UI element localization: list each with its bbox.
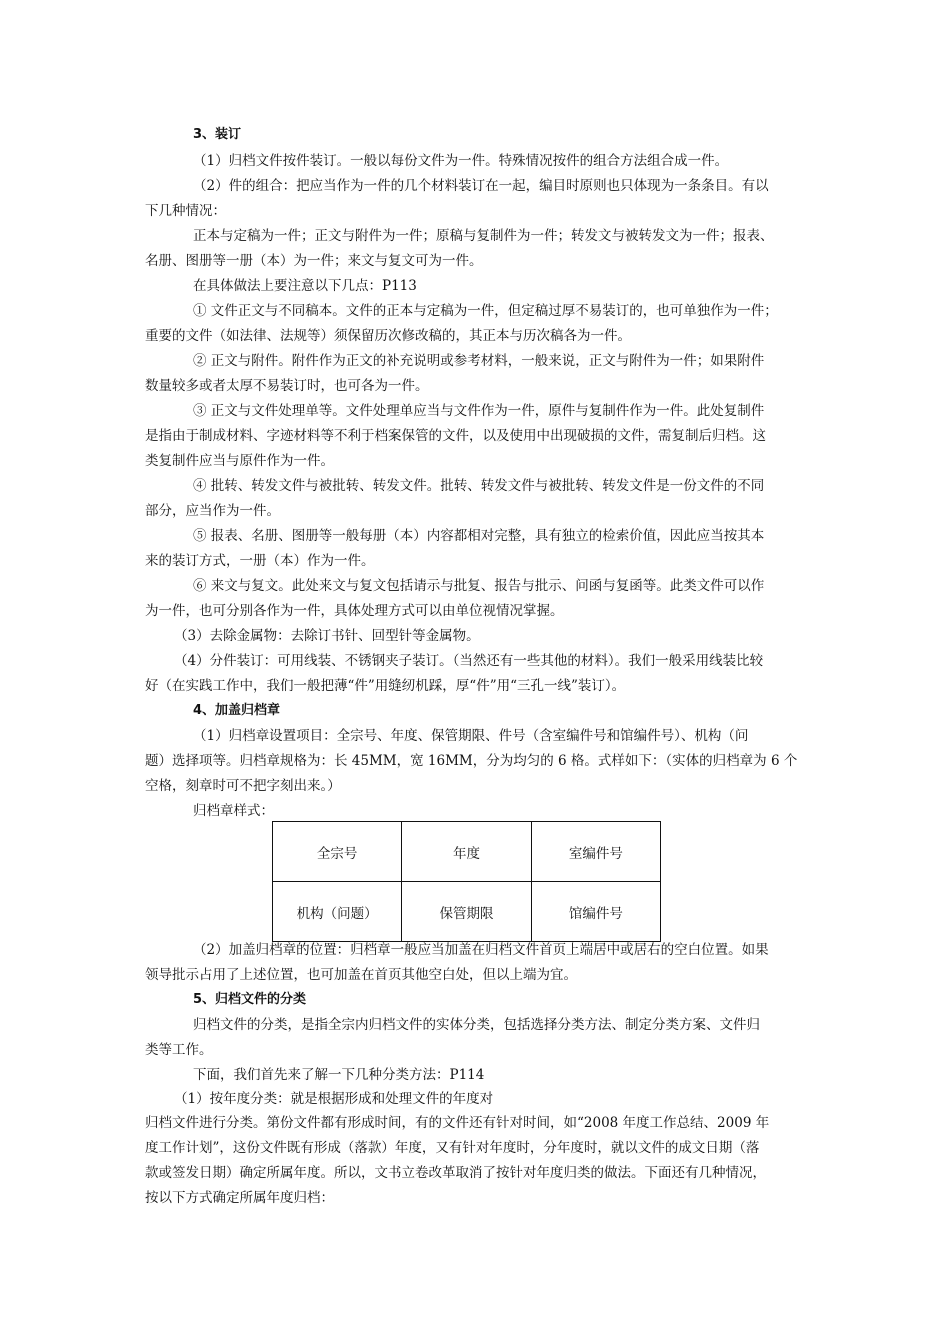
- heading-binding: 3、装订: [193, 127, 242, 142]
- list-item: 来的装订方式，一册（本）作为一件。: [145, 553, 375, 569]
- list-item: 数量较多或者太厚不易装订时，也可各为一件。: [145, 378, 429, 394]
- paragraph: 归档文件的分类，是指全宗内归档文件的实体分类，包括选择分类方法、制定分类方案、文件归: [193, 1017, 760, 1033]
- archive-stamp-table: [272, 821, 661, 942]
- table-row: [273, 822, 661, 882]
- paragraph: 空格，刻章时可不把字刻出来。）: [145, 778, 341, 794]
- list-item: ② 正文与附件。附件作为正文的补充说明或参考材料，一般来说，正文与附件为一件；如果附件: [193, 353, 765, 369]
- heading-archive-stamp: 4、加盖归档章: [193, 703, 281, 718]
- paragraph: 题）选择项等。归档章规格为：长 45MM，宽 16MM，分为均匀的 6 格。式样如下：（实体的归档章为 6 个: [145, 753, 798, 769]
- paragraph: （4）分件装订：可用线装、不锈钢夹子装订。（当然还有一些其他的材料）。我们一般采用线装比较: [174, 653, 764, 669]
- paragraph: （2）加盖归档章的位置：归档章一般应当加盖在归档文件首页上端居中或居右的空白位置。如果: [193, 942, 769, 958]
- paragraph: （1）归档文件按件装订。一般以每份文件为一件。特殊情况按件的组合方法组合成一件。: [193, 153, 729, 169]
- list-item: ⑤ 报表、名册、图册等一般每册（本）内容都相对完整，具有独立的检索价值，因此应当按其本: [193, 528, 765, 544]
- list-item: 重要的文件（如法律、法规等）须保留历次修改稿的，其正本与历次稿各为一件。: [145, 328, 631, 344]
- paragraph: （1）按年度分类：就是根据形成和处理文件的年度对: [174, 1091, 494, 1107]
- table-cell: 全宗号: [273, 822, 402, 882]
- paragraph: 按以下方式确定所属年度归档：: [145, 1190, 334, 1206]
- paragraph: （1）归档章设置项目：全宗号、年度、保管期限、件号（含室编件号和馆编件号）、机构（问: [193, 728, 749, 744]
- paragraph: 下几种情况：: [145, 203, 226, 219]
- list-item: 类复制件应当与原件作为一件。: [145, 453, 334, 469]
- list-item: ① 文件正文与不同稿本。文件的正本与定稿为一件，但定稿过厚不易装订的，也可单独作为一件；: [193, 303, 778, 319]
- table-cell: 室编件号: [531, 822, 660, 882]
- table-cell: 年度: [402, 822, 531, 882]
- list-item: ③ 正文与文件处理单等。文件处理单应当与文件作为一件，原件与复制件作为一件。此处复制件: [193, 403, 765, 419]
- paragraph: （3）去除金属物：去除订书针、回型针等金属物。: [174, 628, 480, 644]
- paragraph: 在具体做法上要注意以下几点：P113: [193, 278, 417, 294]
- paragraph: 类等工作。: [145, 1042, 213, 1058]
- paragraph: 款或签发日期）确定所属年度。所以，文书立卷改革取消了按针对年度归类的做法。下面还有几种情况，: [145, 1165, 766, 1181]
- heading-classification: 5、归档文件的分类: [193, 992, 307, 1007]
- table-row: [273, 882, 661, 942]
- paragraph: 度工作计划”，这份文件既有形成（落款）年度，又有针对年度时，分年度时，就以文件的成文日期（落: [145, 1140, 760, 1156]
- list-item: 是指由于制成材料、字迹材料等不利于档案保管的文件，以及使用中出现破损的文件，需复制后归档。这: [145, 428, 766, 444]
- stamp-style-label: 归档章样式：: [193, 803, 274, 819]
- list-item: ⑥ 来文与复文。此处来文与复文包括请示与批复、报告与批示、问函与复函等。此类文件可以作: [193, 578, 765, 594]
- list-item: 部分，应当作为一件。: [145, 503, 280, 519]
- list-item: 为一件，也可分别各作为一件，具体处理方式可以由单位视情况掌握。: [145, 603, 564, 619]
- table-cell: 馆编件号: [531, 882, 660, 942]
- paragraph: （2）件的组合：把应当作为一件的几个材料装订在一起，编目时原则也只体现为一条条目。有以: [193, 178, 769, 194]
- table-cell: 保管期限: [402, 882, 531, 942]
- paragraph: 下面，我们首先来了解一下几种分类方法：P114: [193, 1067, 485, 1083]
- paragraph: 归档文件进行分类。第份文件都有形成时间，有的文件还有针对时间，如“2008 年度工作总结、2009 年: [145, 1115, 770, 1131]
- paragraph: 正本与定稿为一件；正文与附件为一件；原稿与复制件为一件；转发文与被转发文为一件；报表、: [193, 228, 774, 244]
- list-item: ④ 批转、转发文件与被批转、转发文件。批转、转发文件与被批转、转发文件是一份文件的不同: [193, 478, 765, 494]
- paragraph: 好（在实践工作中，我们一般把薄“件”用缝纫机踩，厚“件”用“三孔一线”装订）。: [145, 678, 626, 694]
- paragraph: 领导批示占用了上述位置，也可加盖在首页其他空白处，但以上端为宜。: [145, 967, 577, 983]
- table-cell: 机构（问题）: [273, 882, 402, 942]
- paragraph: 名册、图册等一册（本）为一件；来文与复文可为一件。: [145, 253, 483, 269]
